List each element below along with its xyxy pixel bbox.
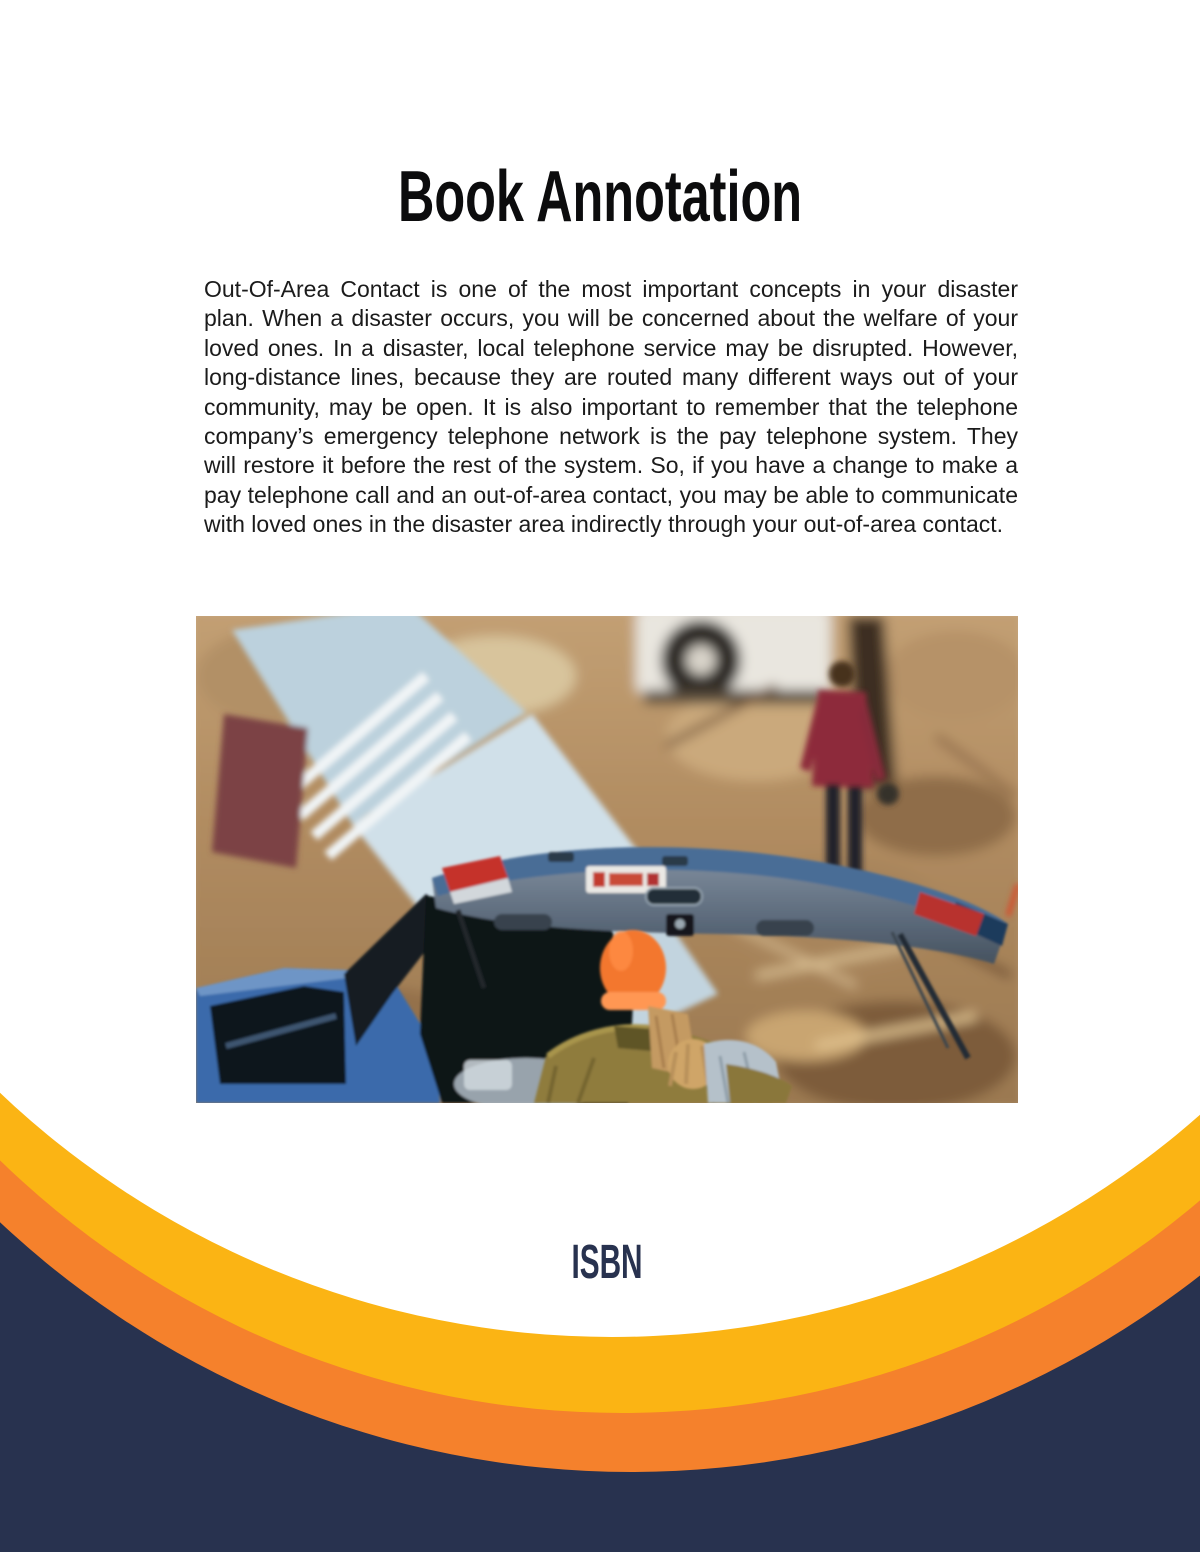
annotation-paragraph: Out-Of-Area Contact is one of the most important concepts in your disaster plan. When a disaster occurs, you will be concerned about the welfare of your loved ones. In a disaster, local telephone service may be disrupted. However, long-distance lines, because they are routed many different ways out of your community, may be open. It is also important to remember that the telephone company’s emergency telephone network is the pay telephone system. They will restore it before the rest of the system. So, if you have a change to make a pay telephone call and an out-of-area contact, you may be able to communicate with loved ones in the disaster area indirectly through your out-of-area contact. [204,276,1018,538]
isbn-label: ISBN [571,1236,643,1289]
maroon-debris [212,714,308,868]
disaster-photo [196,616,1018,1103]
page-title: Book Annotation [397,157,803,237]
